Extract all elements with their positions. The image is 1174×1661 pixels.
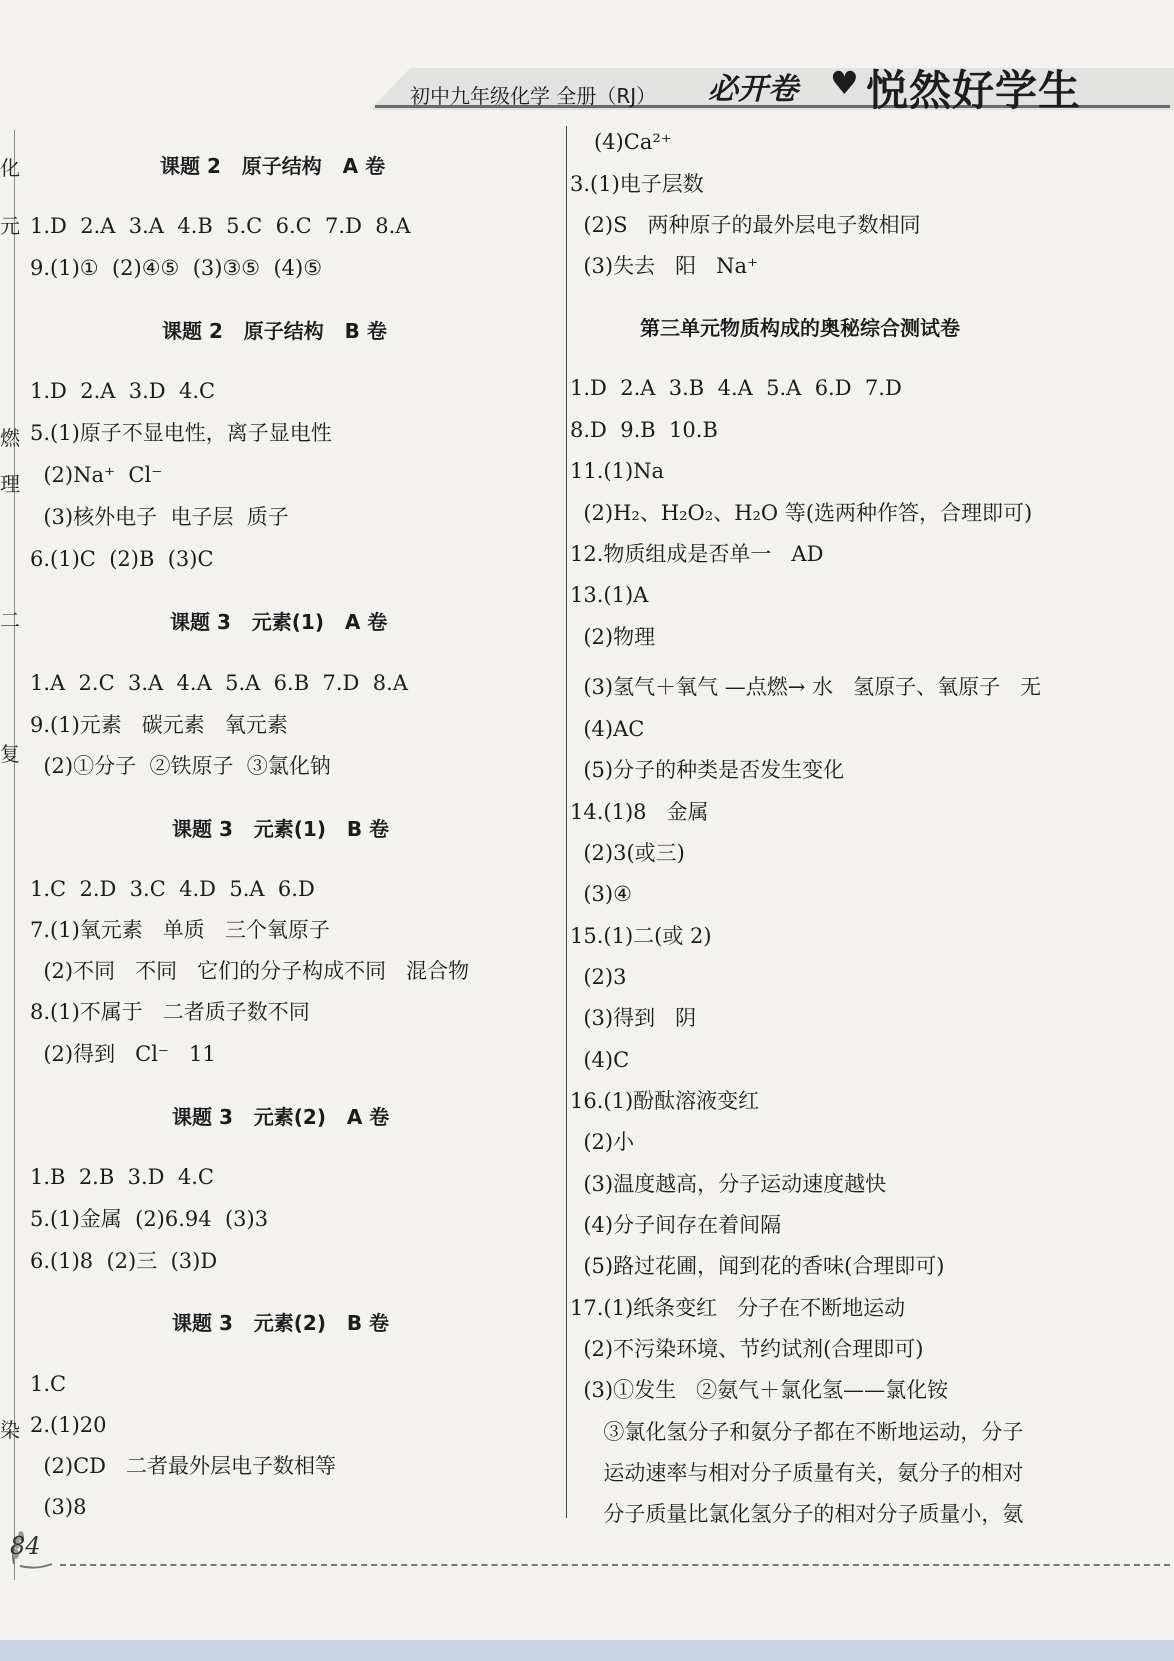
answer-line: 6.(1)8 (2)三 (3)D <box>30 1249 218 1273</box>
answer-line: ③氯化氢分子和氨分子都在不断地运动，分子 <box>590 1420 1024 1444</box>
answer-line: 13.(1)A <box>570 583 649 607</box>
column-divider <box>566 126 567 1518</box>
answer-line: 15.(1)二(或 2) <box>570 924 712 948</box>
header-logo: 悦然好学生 <box>866 66 1082 115</box>
header-brand: 必开卷 <box>708 72 798 107</box>
answer-line: (3)①发生 ②氨气＋氯化氢——氯化铵 <box>570 1378 949 1402</box>
answer-line: 6.(1)C (2)B (3)C <box>30 547 214 571</box>
section-title: 课题 3 元素(2) A 卷 <box>172 1105 390 1129</box>
section-title: 课题 2 原子结构 A 卷 <box>160 154 386 178</box>
answer-line: 5.(1)金属 (2)6.94 (3)3 <box>30 1207 269 1231</box>
section-title: 课题 2 原子结构 B 卷 <box>162 319 387 343</box>
margin-char: 复 <box>0 742 20 766</box>
answer-line: (2)不污染环境、节约试剂(合理即可) <box>570 1337 924 1361</box>
answer-line: 17.(1)纸条变红 分子在不断地运动 <box>570 1296 906 1320</box>
answer-line: 16.(1)酚酞溶液变红 <box>570 1089 760 1113</box>
answer-line: 7.(1)氧元素 单质 三个氧原子 <box>30 918 330 942</box>
answer-line: 1.B 2.B 3.D 4.C <box>30 1165 214 1189</box>
answer-line: 2.(1)20 <box>30 1413 107 1437</box>
heart-icon: ♥ <box>830 64 859 102</box>
margin-line <box>14 130 15 1580</box>
answer-line: (4)C <box>570 1048 630 1072</box>
answer-line: (4)Ca²⁺ <box>594 130 672 154</box>
answer-line: 1.A 2.C 3.A 4.A 5.A 6.B 7.D 8.A <box>30 671 408 695</box>
answer-line: (3)得到 阴 <box>570 1006 697 1030</box>
answer-line: (2)不同 不同 它们的分子构成不同 混合物 <box>30 959 470 983</box>
answer-line: 5.(1)原子不显电性，离子显电性 <box>30 421 332 445</box>
answer-line: (2)H₂、H₂O₂、H₂O 等(选两种作答，合理即可) <box>570 501 1033 525</box>
answer-line: (5)路过花圃，闻到花的香味(合理即可) <box>570 1254 945 1278</box>
answer-line: (2)S 两种原子的最外层电子数相同 <box>570 213 921 237</box>
answer-line: (2)Na⁺ Cl⁻ <box>30 463 163 487</box>
answer-line: 1.C 2.D 3.C 4.D 5.A 6.D <box>30 877 315 901</box>
answer-line: 11.(1)Na <box>570 459 665 483</box>
answer-line: 1.D 2.A 3.D 4.C <box>30 379 216 403</box>
answer-line: (2)3(或三) <box>570 841 685 865</box>
answer-line: 8.D 9.B 10.B <box>570 418 718 442</box>
section-title: 课题 3 元素(1) A 卷 <box>170 610 388 634</box>
answer-line: (2)物理 <box>570 625 656 649</box>
margin-char: 化 <box>0 156 20 180</box>
scan-edge <box>0 1640 1174 1661</box>
margin-char: 燃 <box>0 426 20 450</box>
margin-char: 元 <box>0 214 20 238</box>
answer-line: (2)CD 二者最外层电子数相等 <box>30 1454 337 1478</box>
answer-line: 1.D 2.A 3.A 4.B 5.C 6.C 7.D 8.A <box>30 214 411 238</box>
answer-line: (4)分子间存在着间隔 <box>570 1213 782 1237</box>
answer-line: 运动速率与相对分子质量有关，氨分子的相对 <box>590 1461 1024 1485</box>
margin-char: 理 <box>0 472 20 496</box>
answer-line: (5)分子的种类是否发生变化 <box>570 758 845 782</box>
answer-line: 分子质量比氯化氢分子的相对分子质量小，氨 <box>590 1502 1024 1526</box>
answer-line: 8.(1)不属于 二者质子数不同 <box>30 1000 310 1024</box>
answer-line: 12.物质组成是否单一 AD <box>570 542 824 566</box>
answer-line: (2)得到 Cl⁻ 11 <box>30 1042 216 1066</box>
page-number: 84 <box>10 1532 41 1560</box>
margin-char: 染 <box>0 1418 20 1442</box>
margin-char: 二 <box>0 608 20 632</box>
answer-line: (3)温度越高，分子运动速度越快 <box>570 1172 887 1196</box>
answer-line: (2)①分子 ②铁原子 ③氯化钠 <box>30 754 331 778</box>
answer-line: 1.D 2.A 3.B 4.A 5.A 6.D 7.D <box>570 376 902 400</box>
answer-line: (3)④ <box>570 882 632 906</box>
answer-line: 14.(1)8 金属 <box>570 800 709 824</box>
answer-line: (4)AC <box>570 717 645 741</box>
answer-line: (3)失去 阳 Na⁺ <box>570 254 759 278</box>
header-subject: 初中九年级化学 全册（RJ） <box>410 84 657 108</box>
answer-line: 3.(1)电子层数 <box>570 172 704 196</box>
section-title: 第三单元物质构成的奥秘综合测试卷 <box>640 316 960 340</box>
answer-line: 1.C <box>30 1372 67 1396</box>
section-title: 课题 3 元素(2) B 卷 <box>172 1311 390 1335</box>
answer-line: (2)小 <box>570 1130 635 1154</box>
answer-line: (3)氢气＋氧气 —点燃→ 水 氢原子、氧原子 无 <box>570 675 1042 699</box>
answer-line: 9.(1)元素 碳元素 氧元素 <box>30 713 288 737</box>
answer-line: (2)3 <box>570 965 627 989</box>
answer-line: 9.(1)① (2)④⑤ (3)③⑤ (4)⑤ <box>30 256 323 280</box>
footer-dashed-line <box>60 1564 1170 1566</box>
answer-line: (3)核外电子 电子层 质子 <box>30 505 289 529</box>
section-title: 课题 3 元素(1) B 卷 <box>172 817 390 841</box>
answer-line: (3)8 <box>30 1495 87 1519</box>
